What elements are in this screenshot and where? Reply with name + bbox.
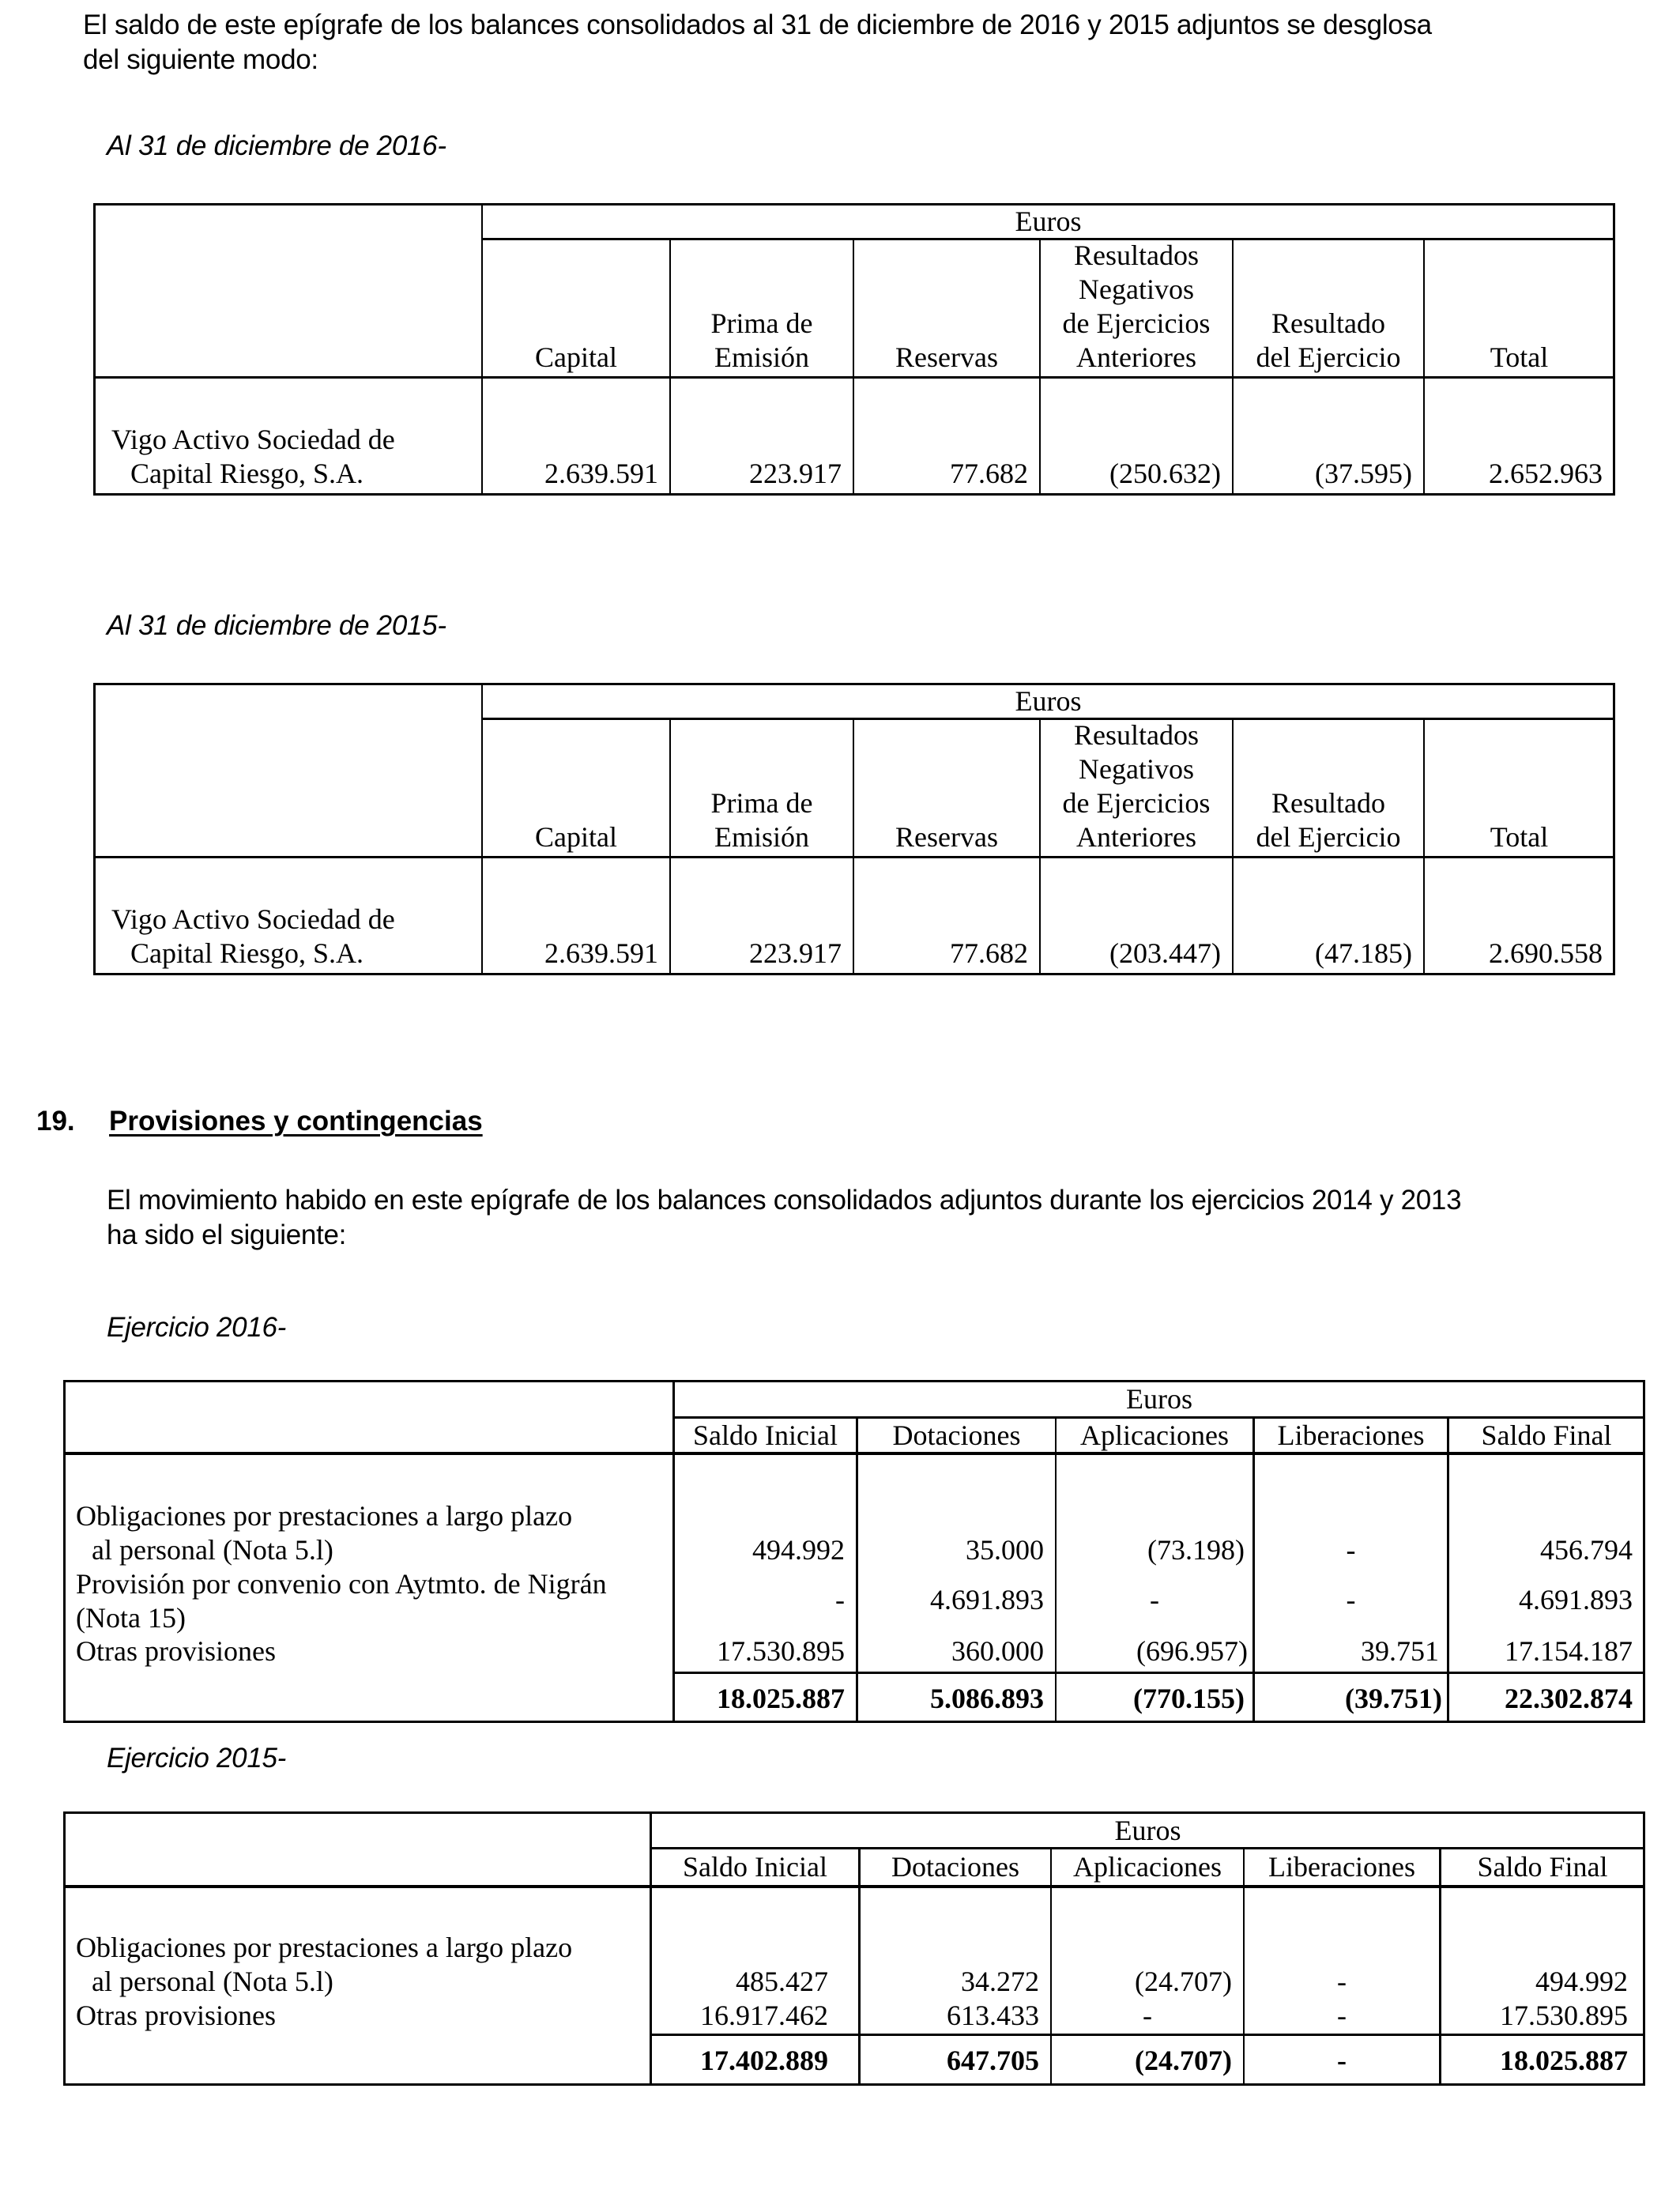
section-title: Provisiones y contingencias bbox=[109, 1106, 483, 1137]
column-header-saldo-inicial: Saldo Inicial bbox=[683, 1851, 827, 1883]
intro-paragraph bbox=[83, 8, 1432, 77]
table-cell: (73.198) bbox=[1147, 1534, 1245, 1566]
divider bbox=[93, 856, 1615, 858]
total-cell: 5.086.893 bbox=[930, 1683, 1044, 1714]
column-header-aplicaciones: Aplicaciones bbox=[1080, 1419, 1229, 1451]
table-cell: 17.154.187 bbox=[1505, 1635, 1633, 1667]
table-cell: 4.691.893 bbox=[930, 1584, 1044, 1615]
total-cell: (24.707) bbox=[1135, 2045, 1232, 2076]
value-capital: 2.639.591 bbox=[544, 458, 658, 489]
divider bbox=[63, 1885, 1645, 1888]
table-row-label: Obligaciones por prestaciones a largo plazo al personal (Nota 5.l) bbox=[76, 1932, 573, 1997]
row-label: Vigo Activo Sociedad de Capital Riesgo, S.A. bbox=[111, 903, 395, 969]
section-line-2: ha sido el siguiente: bbox=[107, 1220, 347, 1250]
divider bbox=[856, 1417, 858, 1723]
divider bbox=[1447, 1417, 1449, 1723]
table-cell: 494.992 bbox=[1535, 1966, 1628, 1997]
divider bbox=[650, 1847, 1644, 1849]
table-cell: 494.992 bbox=[752, 1534, 845, 1566]
total-cell: 22.302.874 bbox=[1505, 1683, 1633, 1714]
table-cell: 360.000 bbox=[951, 1635, 1044, 1667]
divider bbox=[93, 376, 1615, 379]
section-paragraph bbox=[107, 1183, 1461, 1253]
table-row-label: Provisión por convenio con Aytmto. de Nigrán (Nota 15) bbox=[76, 1568, 607, 1634]
table-cell: 485.427 bbox=[736, 1966, 828, 1997]
value-reservas: 77.682 bbox=[950, 458, 1028, 489]
table-cell: - bbox=[835, 1584, 845, 1615]
value-resultados-negativos: (203.447) bbox=[1109, 937, 1221, 969]
total-cell: 18.025.887 bbox=[717, 1683, 845, 1714]
column-header-liberaciones: Liberaciones bbox=[1268, 1851, 1415, 1883]
total-cell: 647.705 bbox=[947, 2045, 1039, 2076]
column-header-total: Total bbox=[1490, 341, 1549, 373]
value-resultado-ejercicio: (47.185) bbox=[1315, 937, 1412, 969]
column-header-saldo-final: Saldo Final bbox=[1481, 1419, 1612, 1451]
divider bbox=[650, 2034, 1644, 2036]
table-caption-2015: Al 31 de diciembre de 2015- bbox=[107, 610, 446, 641]
table-cell: 4.691.893 bbox=[1519, 1584, 1633, 1615]
row-label: Vigo Activo Sociedad de Capital Riesgo, S.A. bbox=[111, 424, 395, 489]
column-header-resultado-ejercicio: Resultado del Ejercicio bbox=[1256, 307, 1401, 373]
column-header-resultado-ejercicio: Resultado del Ejercicio bbox=[1256, 787, 1401, 853]
table-caption-ejercicio-2015: Ejercicio 2015- bbox=[107, 1743, 286, 1774]
column-header-capital: Capital bbox=[535, 341, 617, 373]
table-cell: - bbox=[1337, 2000, 1347, 2031]
column-header-resultados-negativos: Resultados Negativos de Ejercicios Anteriores bbox=[1062, 719, 1211, 853]
value-total: 2.690.558 bbox=[1489, 937, 1603, 969]
total-cell: 17.402.889 bbox=[700, 2045, 828, 2076]
section-number: 19. bbox=[36, 1106, 75, 1137]
total-cell: - bbox=[1337, 2045, 1347, 2076]
table-cell: 35.000 bbox=[966, 1534, 1044, 1566]
table-cell: 34.272 bbox=[961, 1966, 1039, 1997]
table-caption-ejercicio-2016: Ejercicio 2016- bbox=[107, 1312, 286, 1343]
divider bbox=[1252, 1417, 1255, 1723]
section-heading bbox=[36, 1104, 483, 1139]
intro-line-2: del siguiente modo: bbox=[83, 44, 318, 75]
table-cell: - bbox=[1143, 2000, 1152, 2031]
value-reservas: 77.682 bbox=[950, 937, 1028, 969]
table-row-label: Otras provisiones bbox=[76, 2000, 276, 2031]
table-cell: 16.917.462 bbox=[700, 2000, 828, 2031]
table-row-label: Obligaciones por prestaciones a largo plazo al personal (Nota 5.l) bbox=[76, 1500, 573, 1566]
group-header-euros: Euros bbox=[1015, 685, 1082, 717]
column-header-liberaciones: Liberaciones bbox=[1277, 1419, 1425, 1451]
column-header-reservas: Reservas bbox=[895, 821, 998, 853]
table-cell: 17.530.895 bbox=[717, 1635, 845, 1667]
column-header-prima-emision: Prima de Emisión bbox=[710, 787, 813, 853]
column-header-aplicaciones: Aplicaciones bbox=[1073, 1851, 1222, 1883]
column-header-saldo-inicial: Saldo Inicial bbox=[693, 1419, 838, 1451]
table-cell: (24.707) bbox=[1135, 1966, 1232, 1997]
table-cell: 613.433 bbox=[947, 2000, 1039, 2031]
table-cell: (696.957) bbox=[1136, 1635, 1248, 1667]
table-cell: - bbox=[1346, 1534, 1356, 1566]
table-cell: 39.751 bbox=[1361, 1635, 1439, 1667]
table-caption-2016: Al 31 de diciembre de 2016- bbox=[107, 130, 446, 161]
divider bbox=[672, 1672, 1644, 1674]
value-total: 2.652.963 bbox=[1489, 458, 1603, 489]
column-header-total: Total bbox=[1490, 821, 1549, 853]
table-row-label: Otras provisiones bbox=[76, 1635, 276, 1667]
column-header-reservas: Reservas bbox=[895, 341, 998, 373]
value-prima-emision: 223.917 bbox=[749, 937, 842, 969]
value-capital: 2.639.591 bbox=[544, 937, 658, 969]
column-header-dotaciones: Dotaciones bbox=[892, 1419, 1021, 1451]
total-cell: (39.751) bbox=[1345, 1683, 1442, 1714]
table-cell: 17.530.895 bbox=[1500, 2000, 1628, 2031]
total-cell: 18.025.887 bbox=[1500, 2045, 1628, 2076]
column-header-prima-emision: Prima de Emisión bbox=[710, 307, 813, 373]
value-resultado-ejercicio: (37.595) bbox=[1315, 458, 1412, 489]
table-cell: 456.794 bbox=[1540, 1534, 1633, 1566]
value-resultados-negativos: (250.632) bbox=[1109, 458, 1221, 489]
column-header-saldo-final: Saldo Final bbox=[1477, 1851, 1608, 1883]
column-header-resultados-negativos: Resultados Negativos de Ejercicios Anteriores bbox=[1062, 239, 1211, 373]
divider bbox=[1055, 1417, 1057, 1723]
intro-line-1: El saldo de este epígrafe de los balances consolidados al 31 de diciembre de 2016 y 2015 adjuntos se desglosa bbox=[83, 9, 1432, 40]
table-cell: - bbox=[1150, 1584, 1159, 1615]
value-prima-emision: 223.917 bbox=[749, 458, 842, 489]
column-header-capital: Capital bbox=[535, 821, 617, 853]
group-header-euros: Euros bbox=[1015, 205, 1082, 237]
table-cell: - bbox=[1337, 1966, 1347, 1997]
total-cell: (770.155) bbox=[1133, 1683, 1245, 1714]
group-header-euros: Euros bbox=[1126, 1383, 1192, 1415]
column-header-dotaciones: Dotaciones bbox=[891, 1851, 1019, 1883]
group-header-euros: Euros bbox=[1114, 1815, 1181, 1846]
table-cell: - bbox=[1346, 1584, 1356, 1615]
section-line-1: El movimiento habido en este epígrafe de los balances consolidados adjuntos durante los ejercicios 2014 y 2013 bbox=[107, 1185, 1462, 1216]
